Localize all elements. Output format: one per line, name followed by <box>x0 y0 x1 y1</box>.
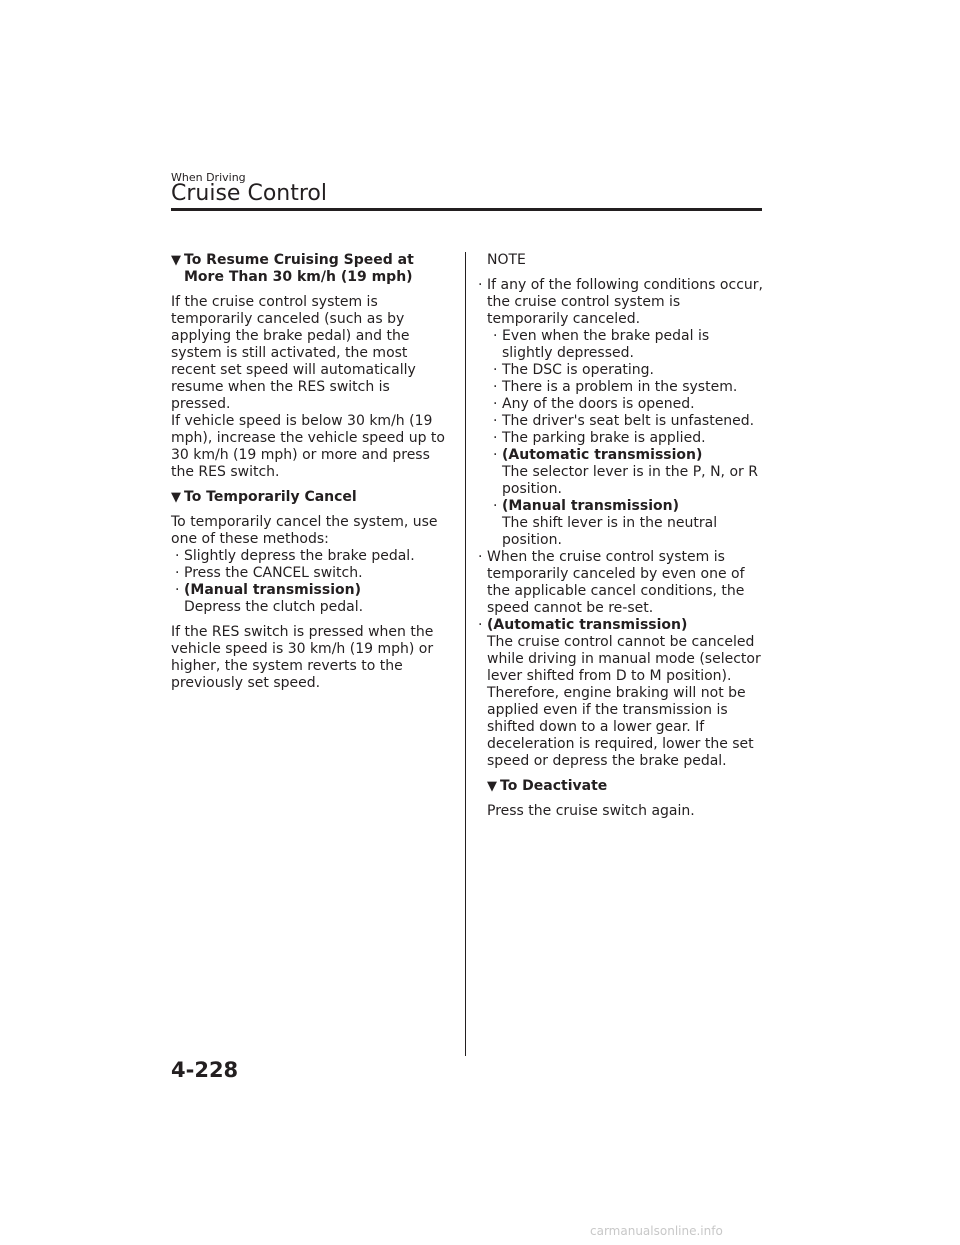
triangle-down-icon: ▼ <box>171 490 181 505</box>
cancel-methods-list <box>171 548 451 616</box>
list-item: · The driver's seat belt is unfastened. <box>493 413 755 429</box>
heading-cancel: ▼ To Temporarily Cancel <box>171 489 357 505</box>
list-item: · If any of the following conditions occur, the cruise control system is temporarily canceled. · Even when the brake pedal is slightly depressed. · The DSC is operating. · There is a problem in the system. · Any of the doors is opened. · The driver's seat belt is unfastened. · The parking brake is applied. · (Automatic transmission) The selector lever is in the P, N, or R position. · (Manual transmission) The shift lever is in the neutral position. <box>478 277 763 548</box>
paragraph-cancel-intro: To temporarily cancel the system, use one of these methods: <box>171 514 438 547</box>
paragraph-deactivate: Press the cruise switch again. <box>487 803 695 819</box>
note-label: NOTE <box>487 252 526 268</box>
bullet-icon: · <box>493 430 498 446</box>
bullet-icon: · <box>175 565 180 581</box>
paragraph-resume-2: If vehicle speed is below 30 km/h (19 mph), increase the vehicle speed up to 30 km/h (19 mph) or more and press the RES switch. <box>171 413 445 480</box>
list-item: · (Automatic transmission) The selector lever is in the P, N, or R position. <box>493 447 758 497</box>
bullet-icon: · <box>493 396 498 412</box>
list-item: · Even when the brake pedal is slightly depressed. <box>493 328 710 361</box>
list-item: · The DSC is operating. <box>493 362 655 378</box>
list-item: · (Manual transmission) Depress the clutch pedal. <box>175 582 364 615</box>
bullet-icon: · <box>175 582 180 598</box>
list-item: · Press the CANCEL switch. <box>175 565 363 581</box>
right-column <box>478 252 763 820</box>
list-item: · When the cruise control system is temporarily canceled by even one of the applicable cancel conditions, the speed cannot be re-set. <box>478 549 745 616</box>
list-item: · Any of the doors is opened. <box>493 396 695 412</box>
section-label: When Driving <box>171 171 246 184</box>
list-item: · (Automatic transmission) The cruise control cannot be canceled while driving in manual mode (selector lever shifted from D to M position). Therefore, engine braking will not be applied even if the transmission is shifted down to a lower gear. If deceleration is required, lower the set speed or depress the brake pedal. <box>478 617 761 769</box>
triangle-down-icon: ▼ <box>487 779 497 794</box>
bullet-icon: · <box>478 617 483 633</box>
list-item: · There is a problem in the system. <box>493 379 738 395</box>
bullet-icon: · <box>493 362 498 378</box>
list-item: · (Manual transmission) The shift lever is in the neutral position. <box>493 498 718 548</box>
left-column <box>171 252 451 692</box>
footer-watermark: carmanualsonline.info <box>590 1224 723 1238</box>
bullet-icon: · <box>493 379 498 395</box>
heading-resume: ▼ To Resume Cruising Speed at More Than 30 km/h (19 mph) <box>171 252 414 285</box>
column-divider <box>465 252 466 1056</box>
triangle-down-icon: ▼ <box>171 253 181 268</box>
header-divider <box>171 208 762 211</box>
bullet-icon: · <box>175 548 180 564</box>
list-item: · Slightly depress the brake pedal. <box>175 548 415 564</box>
paragraph-res-revert: If the RES switch is pressed when the vehicle speed is 30 km/h (19 mph) or higher, the system reverts to the previously set speed. <box>171 624 434 691</box>
bullet-icon: · <box>493 413 498 429</box>
list-item: · The parking brake is applied. <box>493 430 706 446</box>
bullet-icon: · <box>493 328 498 344</box>
note-list <box>478 277 763 770</box>
paragraph-resume-1: If the cruise control system is temporarily canceled (such as by applying the brake pedal) and the system is still activated, the most recent set speed will automatically resume when the RES switch is pressed. <box>171 294 416 412</box>
conditions-list <box>487 328 763 549</box>
page-number: 4-228 <box>171 1058 239 1082</box>
bullet-icon: · <box>493 447 498 463</box>
bullet-icon: · <box>478 277 483 293</box>
page-title: Cruise Control <box>171 181 327 206</box>
heading-deactivate: ▼ To Deactivate <box>487 778 608 794</box>
bullet-icon: · <box>493 498 498 514</box>
bullet-icon: · <box>478 549 483 565</box>
